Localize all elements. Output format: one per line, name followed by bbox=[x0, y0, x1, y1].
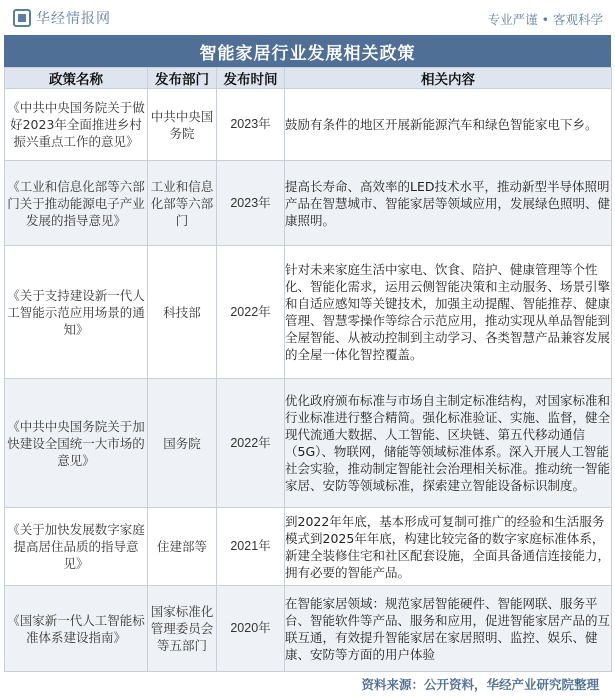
publish-time-cell: 2022年 bbox=[217, 379, 285, 508]
department-cell: 科技部 bbox=[148, 246, 217, 379]
policy-name-cell: 《中共中央国务院关于做好2023年全面推进乡村振兴重点工作的意见》 bbox=[5, 89, 148, 161]
table-row bbox=[5, 161, 612, 246]
publish-time-cell: 2022年 bbox=[217, 246, 285, 379]
department-cell: 工业和信息化部等六部门 bbox=[148, 161, 217, 246]
table-row bbox=[5, 379, 612, 508]
header-policy-name: 政策名称 bbox=[5, 68, 148, 89]
department-cell: 住建部等 bbox=[148, 508, 217, 586]
slogan-left: 专业严谨 bbox=[487, 12, 538, 27]
table-title: 智能家居行业发展相关政策 bbox=[4, 35, 611, 67]
policy-name-cell: 《国家新一代人工智能标准体系建设指南》 bbox=[5, 586, 148, 672]
content-cell: 优化政府颁布标准与市场自主制定标准结构，对国家标准和行业标准进行整合精简。强化标准验证、实施、监督，健全现代流通大数据、人工智能、区块链、第五代移动通信（5G）、物联网，储能等领域标准体系。深入开展人工智能社会实验，推动制定智能社会治理相关标准。推动统一智能家居、安防等领域标准，探索建立智能设备标识制度。 bbox=[285, 379, 612, 508]
source-note: 资料来源：公开资料，华经产业研究院整理 bbox=[361, 677, 599, 692]
table-header-row bbox=[5, 68, 612, 89]
content-cell: 在智能家居领域：规范家居智能硬件、智能网联、服务平台、智能软件等产品、服务和应用，促进智能家居产品的互联互通，有效提升智能家居在家居照明、监控、娱乐、健康、安防等方面的用户体验 bbox=[285, 586, 612, 672]
table-row bbox=[5, 89, 612, 161]
publish-time-cell: 2020年 bbox=[217, 586, 285, 672]
content-cell: 提高长寿命、高效率的LED技术水平，推动新型半导体照明产品在智慧城市、智能家居等领域应用，发展绿色照明、健康照明。 bbox=[285, 161, 612, 246]
table-row bbox=[5, 508, 612, 586]
logo[interactable] bbox=[13, 8, 111, 28]
top-bar bbox=[0, 0, 615, 34]
publish-time-cell: 2023年 bbox=[217, 89, 285, 161]
slogan-separator: • bbox=[541, 12, 549, 27]
logo-icon bbox=[13, 9, 31, 27]
header-publish-time: 发布时间 bbox=[217, 68, 285, 89]
content-cell: 到2022年年底，基本形成可复制可推广的经验和生活服务模式到2025年年底，构建比较完备的数字家庭标准体系，新建全装修住宅和社区配套设施，全面具备通信连接能力，拥有必要的智能产品。 bbox=[285, 508, 612, 586]
header-department: 发布部门 bbox=[148, 68, 217, 89]
department-cell: 国家标准化管理委员会等五部门 bbox=[148, 586, 217, 672]
slogan bbox=[488, 10, 603, 28]
content-cell: 鼓励有条件的地区开展新能源汽车和绿色智能家电下乡。 bbox=[285, 89, 612, 161]
policy-name-cell: 《关于加快发展数字家庭提高居住品质的指导意见》 bbox=[5, 508, 148, 586]
header-content: 相关内容 bbox=[285, 68, 612, 89]
policy-name-cell: 《工业和信息化部等六部门关于推动能源电子产业发展的指导意见》 bbox=[5, 161, 148, 246]
table-row bbox=[5, 246, 612, 379]
department-cell: 中共中央国务院 bbox=[148, 89, 217, 161]
content-cell: 针对未来家庭生活中家电、饮食、陪护、健康管理等个性化、智能化需求，运用云侧智能决策和主动服务、场景引擎和自适应感知等关键技术，加强主动提醒、智能推荐、健康管理、智慧零操作等综合示范应用，推动实现从单品智能到全屋智能、从被动控制到主动学习、各类智慧产品兼容发展的全屋一体化智控覆盖。 bbox=[285, 246, 612, 379]
source-footer bbox=[4, 672, 611, 696]
policy-name-cell: 《关于支持建设新一代人工智能示范应用场景的通知》 bbox=[5, 246, 148, 379]
slogan-right: 客观科学 bbox=[552, 12, 603, 27]
publish-time-cell: 2023年 bbox=[217, 161, 285, 246]
department-cell: 国务院 bbox=[148, 379, 217, 508]
publish-time-cell: 2021年 bbox=[217, 508, 285, 586]
policy-table bbox=[4, 67, 612, 672]
table-row bbox=[5, 586, 612, 672]
policy-name-cell: 《中共中央国务院关于加快建设全国统一大市场的意见》 bbox=[5, 379, 148, 508]
logo-text: 华经情报网 bbox=[36, 11, 111, 27]
